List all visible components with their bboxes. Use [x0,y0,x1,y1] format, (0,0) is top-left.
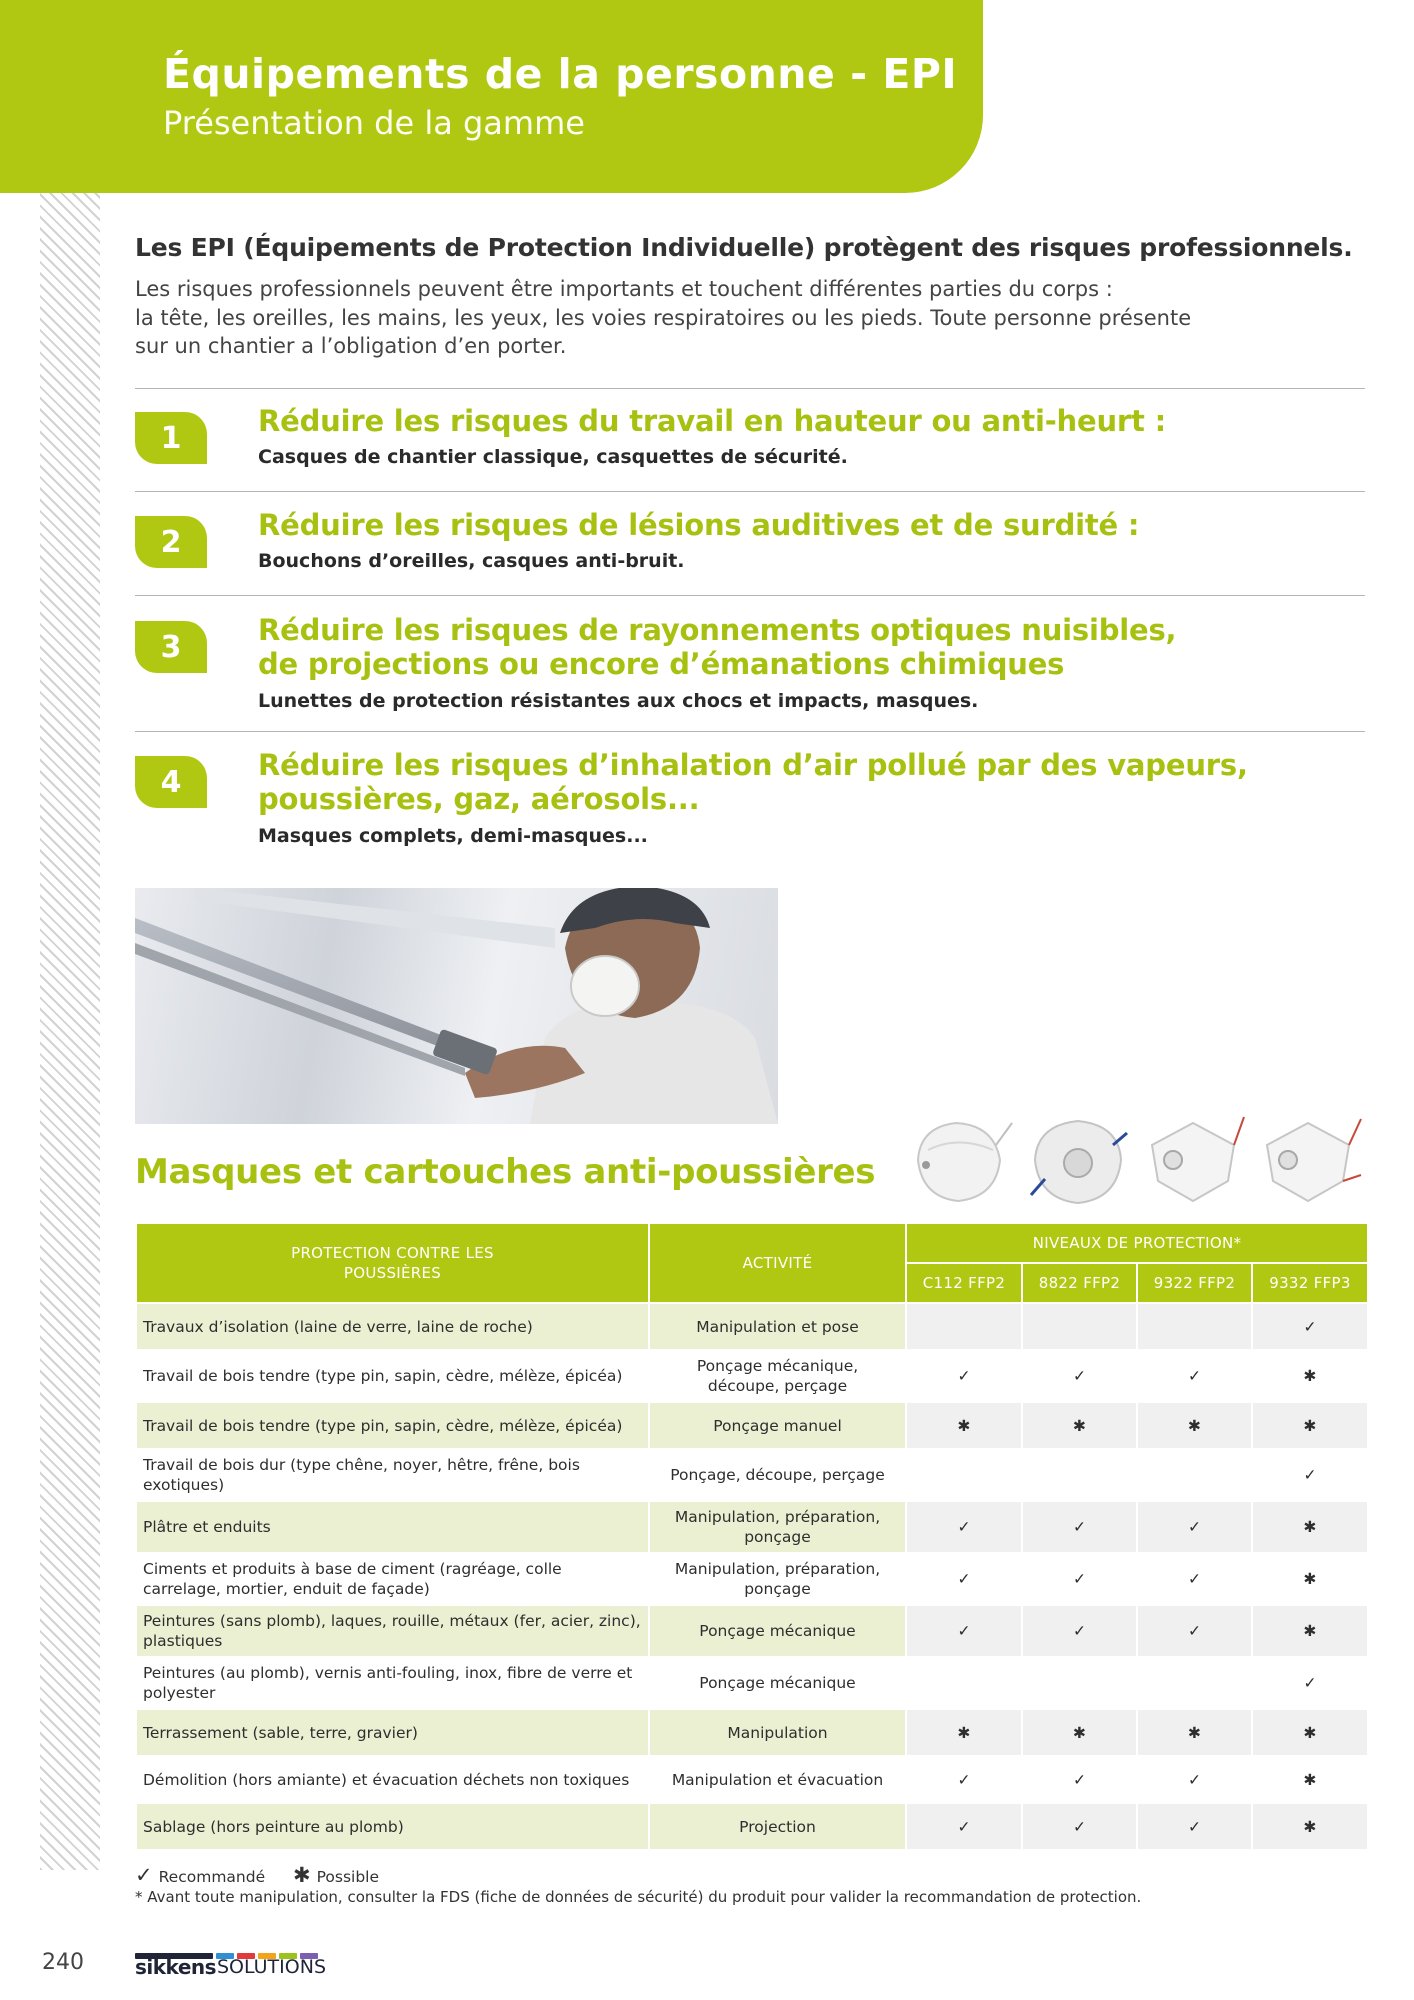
step-number-badge: 4 [135,756,207,808]
intro-title: Les EPI (Équipements de Protection Individuelle) protègent des risques professionnels. [135,233,1353,262]
step-desc: Masques complets, demi-masques... [258,825,648,847]
header-banner [0,0,983,193]
check-icon: ✓ [1252,1303,1368,1350]
intro-line: sur un chantier a l’obligation d’en porter. [135,334,567,358]
row-protection: Terrassement (sable, terre, gravier) [136,1709,649,1756]
divider [135,388,1365,389]
check-icon: ✓ [906,1553,1022,1605]
asterisk-icon: ✱ [1137,1402,1252,1449]
brand-name: sikkens [135,1955,217,1979]
legend [135,1863,379,1887]
row-activity: Manipulation, préparation, ponçage [649,1501,906,1553]
table-row [136,1657,1368,1709]
table-row [136,1605,1368,1657]
brand-color-bars [135,1944,335,1950]
row-activity: Ponçage mécanique [649,1657,906,1709]
worker-sanding-with-mask-photo [135,888,778,1124]
check-icon: ✓ [906,1501,1022,1553]
table-row [136,1350,1368,1402]
mask-9332-icon [1253,1105,1363,1215]
row-activity: Ponçage mécanique, découpe, perçage [649,1350,906,1402]
row-protection: Travail de bois tendre (type pin, sapin, cèdre, mélèze, épicéa) [136,1402,649,1449]
header-activity: ACTIVITÉ [649,1223,906,1303]
header-model: 8822 FFP2 [1022,1263,1137,1303]
empty-cell [1137,1303,1252,1350]
row-protection: Travaux d’isolation (laine de verre, laine de roche) [136,1303,649,1350]
header-model: 9322 FFP2 [1137,1263,1252,1303]
row-activity: Manipulation et évacuation [649,1756,906,1803]
step-desc: Lunettes de protection résistantes aux chocs et impacts, masques. [258,690,979,712]
row-protection: Plâtre et enduits [136,1501,649,1553]
check-icon: ✓ [1022,1605,1137,1657]
step-number-badge: 2 [135,516,207,568]
step-title: Réduire les risques de rayonnements optiques nuisibles, [258,613,1177,647]
row-protection: Travail de bois dur (type chêne, noyer, hêtre, frêne, bois exotiques) [136,1449,649,1501]
table-row [136,1501,1368,1553]
table-row [136,1553,1368,1605]
asterisk-icon: ✱ [1137,1709,1252,1756]
header-model: 9332 FFP3 [1252,1263,1368,1303]
header-protection: PROTECTION CONTRE LES POUSSIÈRES [136,1223,649,1303]
step-desc: Bouchons d’oreilles, casques anti-bruit. [258,550,685,572]
asterisk-icon: ✱ [1252,1402,1368,1449]
legend-recommended: Recommandé [158,1868,266,1886]
empty-cell [1137,1657,1252,1709]
header-model: C112 FFP2 [906,1263,1022,1303]
empty-cell [906,1657,1022,1709]
legend-possible: Possible [316,1868,380,1886]
page-subtitle: Présentation de la gamme [163,104,585,142]
check-icon: ✓ [1252,1657,1368,1709]
row-activity: Manipulation et pose [649,1303,906,1350]
step-title: Réduire les risques du travail en hauteur ou anti-heurt : [258,404,1166,438]
protection-table [135,1222,1369,1851]
row-activity: Projection [649,1803,906,1850]
asterisk-icon: ✱ [1252,1350,1368,1402]
intro-text [135,275,1335,361]
asterisk-icon: ✱ [906,1709,1022,1756]
step-desc: Casques de chantier classique, casquettes de sécurité. [258,446,848,468]
check-icon: ✓ [1137,1605,1252,1657]
row-protection: Peintures (sans plomb), laques, rouille, métaux (fer, acier, zinc), plastiques [136,1605,649,1657]
intro-line: Les risques professionnels peuvent être importants et touchent différentes parties du corps : [135,277,1113,301]
step-title: Réduire les risques d’inhalation d’air pollué par des vapeurs, [258,748,1248,782]
row-protection: Travail de bois tendre (type pin, sapin, cèdre, mélèze, épicéa) [136,1350,649,1402]
row-protection: Démolition (hors amiante) et évacuation déchets non toxiques [136,1756,649,1803]
page-number: 240 [42,1950,84,1975]
check-icon: ✓ [1022,1501,1137,1553]
check-icon: ✓ [1022,1756,1137,1803]
asterisk-icon: ✱ [1022,1402,1137,1449]
table-row [136,1709,1368,1756]
table-row [136,1449,1368,1501]
check-icon: ✓ [1137,1553,1252,1605]
empty-cell [906,1303,1022,1350]
table-row [136,1756,1368,1803]
asterisk-icon: ✱ [1252,1756,1368,1803]
empty-cell [1022,1303,1137,1350]
check-icon: ✓ [1022,1553,1137,1605]
table-row [136,1402,1368,1449]
table-row [136,1303,1368,1350]
asterisk-icon: ✱ [293,1863,311,1887]
row-protection: Sablage (hors peinture au plomb) [136,1803,649,1850]
check-icon: ✓ [906,1756,1022,1803]
mask-images [908,1105,1368,1215]
row-activity: Manipulation, préparation, ponçage [649,1553,906,1605]
mask-9322-icon [1138,1105,1248,1215]
intro-line: la tête, les oreilles, les mains, les yeux, les voies respiratoires ou les pieds. Toute personne présente [135,305,1192,330]
check-icon: ✓ [1252,1449,1368,1501]
row-protection: Peintures (au plomb), vernis anti-fouling, inox, fibre de verre et polyester [136,1657,649,1709]
check-icon: ✓ [1137,1501,1252,1553]
step-title: de projections ou encore d’émanations chimiques [258,647,1065,681]
mask-8822-icon [1023,1105,1133,1215]
check-icon: ✓ [1022,1350,1137,1402]
section-title: Masques et cartouches anti-poussières [135,1152,876,1192]
check-icon: ✓ [1022,1803,1137,1850]
check-icon: ✓ [906,1350,1022,1402]
empty-cell [1022,1449,1137,1501]
row-protection: Ciments et produits à base de ciment (ragréage, colle carrelage, mortier, enduit de façade) [136,1553,649,1605]
row-activity: Ponçage manuel [649,1402,906,1449]
mask-c112-icon [908,1105,1018,1215]
table-body [136,1303,1368,1850]
empty-cell [1022,1657,1137,1709]
table-row [136,1803,1368,1850]
empty-cell [1137,1449,1252,1501]
row-activity: Manipulation [649,1709,906,1756]
row-activity: Ponçage, découpe, perçage [649,1449,906,1501]
brand-sub: SOLUTIONS [217,1956,326,1978]
check-icon: ✓ [1137,1803,1252,1850]
asterisk-icon: ✱ [906,1402,1022,1449]
step-title: Réduire les risques de lésions auditives et de surdité : [258,508,1140,542]
step-number-badge: 1 [135,412,207,464]
asterisk-icon: ✱ [1252,1501,1368,1553]
check-icon: ✓ [135,1863,153,1887]
footnote: * Avant toute manipulation, consulter la FDS (fiche de données de sécurité) du produit pour valider la recommandation de protection. [135,1888,1142,1906]
check-icon: ✓ [906,1803,1022,1850]
step-title: poussières, gaz, aérosols... [258,782,700,816]
asterisk-icon: ✱ [1252,1709,1368,1756]
asterisk-icon: ✱ [1022,1709,1137,1756]
brand-logo [135,1944,335,1984]
divider [135,731,1365,732]
decorative-hatch-stripe [40,150,100,1870]
divider [135,595,1365,596]
check-icon: ✓ [1137,1756,1252,1803]
asterisk-icon: ✱ [1252,1605,1368,1657]
asterisk-icon: ✱ [1252,1803,1368,1850]
row-activity: Ponçage mécanique [649,1605,906,1657]
divider [135,491,1365,492]
empty-cell [906,1449,1022,1501]
asterisk-icon: ✱ [1252,1553,1368,1605]
page-title: Équipements de la personne - EPI [163,50,958,98]
header-levels: NIVEAUX DE PROTECTION* [906,1223,1368,1263]
check-icon: ✓ [906,1605,1022,1657]
step-number-badge: 3 [135,621,207,673]
check-icon: ✓ [1137,1350,1252,1402]
